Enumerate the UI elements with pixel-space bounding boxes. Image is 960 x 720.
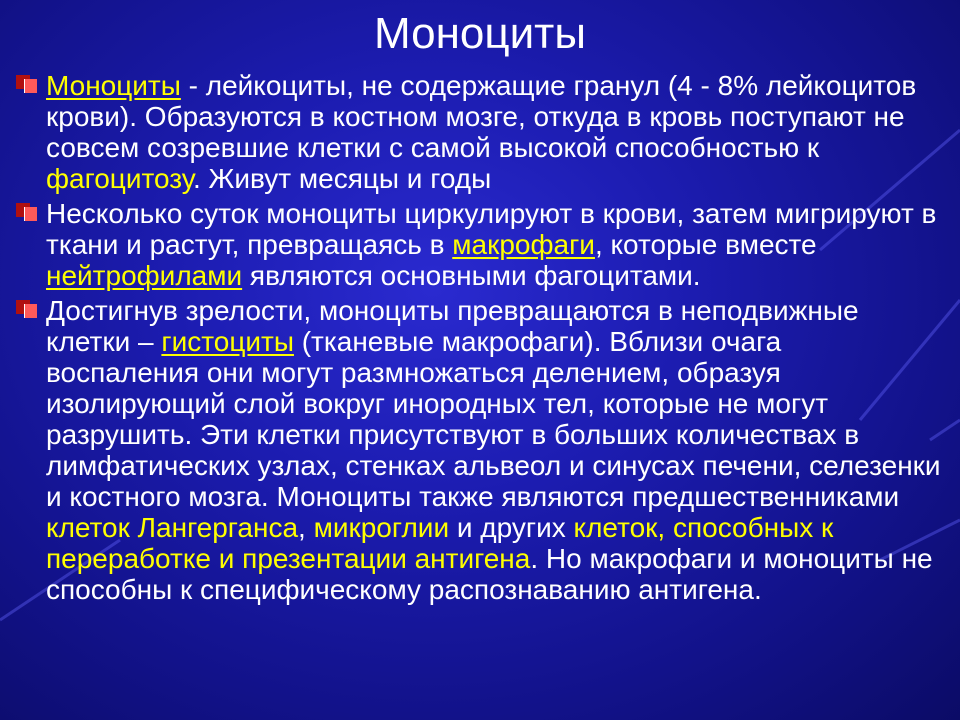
paragraph [12,198,942,291]
bullet-icon [16,300,36,320]
term-link[interactable]: Моноциты [46,70,181,101]
highlighted-term: микроглии [313,512,450,543]
term-link[interactable]: макрофаги [452,229,595,260]
term-link[interactable]: нейтрофилами [46,260,243,291]
paragraph [12,70,942,194]
highlighted-term: фагоцитозу [46,163,193,194]
paragraph-text: и других [449,512,574,543]
paragraph-text: Достигнув зрелости, моноциты превращаются в неподвижные клетки – [46,295,859,357]
paragraph-text: . Но макрофаги и моноциты не способны к специфическому распознаванию антигена. [46,543,933,605]
slide-title: Моноциты [374,9,586,58]
term-link[interactable]: гистоциты [161,326,294,357]
highlighted-term: клеток Лангерганса [46,512,299,543]
paragraph-text: Несколько суток моноциты циркулируют в крови, затем мигрируют в ткани и растут, превращаясь в [46,198,937,260]
paragraph-text: являются основными фагоцитами. [242,260,701,291]
bullet-icon [16,75,36,95]
paragraph [12,295,942,605]
slide-body [12,70,942,609]
highlighted-term: клеток, способных к переработке и презентации антигена [46,512,834,574]
paragraph-text: - лейкоциты, не содержащие гранул (4 - 8% лейкоцитов крови). Образуются в костном мозге, откуда в кровь поступают не совсем созревшие клетки с самой высокой способностью к [46,70,917,163]
bullet-icon [16,203,36,223]
paragraph-text: (тканевые макрофаги). Вблизи очага воспаления они могут размножаться делением, образуя изолирующий слой вокруг инородных тел, которые не могут разрушить. Эти клетки присутствуют в больших количествах в лимфатических узлах, стенках альвеол и синусах печени, селезенки и костного мозга. Моноциты также являются предшественниками [46,326,941,512]
paragraph-text: , [298,512,314,543]
paragraph-text: . Живут месяцы и годы [192,163,492,194]
paragraph-text: , которые вместе [594,229,817,260]
